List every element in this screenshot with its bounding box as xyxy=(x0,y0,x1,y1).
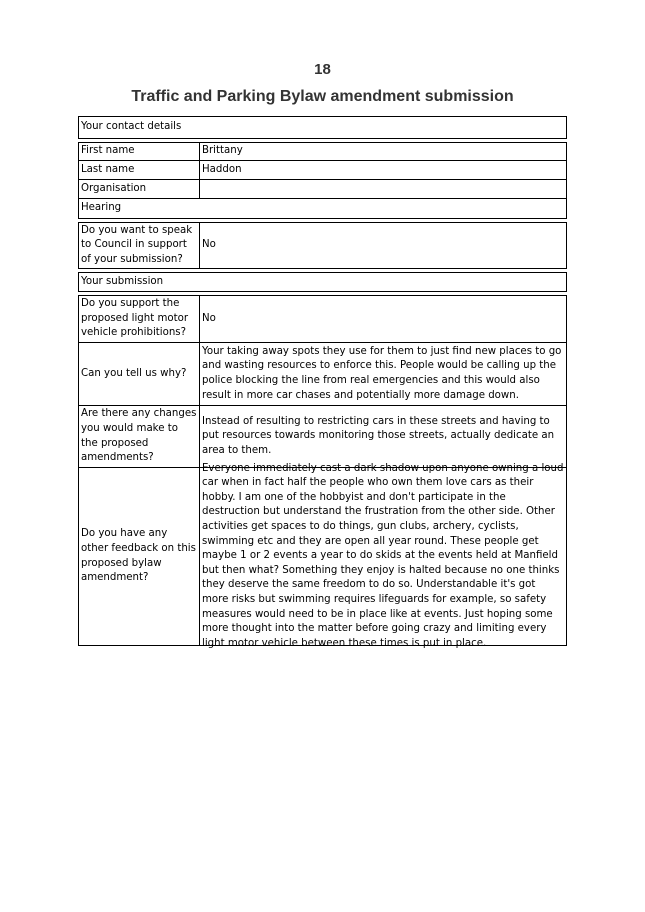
last-name-label: Last name xyxy=(79,161,200,179)
organisation-value xyxy=(200,180,566,198)
section-label-submission: Your submission xyxy=(81,276,164,288)
speak-row xyxy=(78,222,567,269)
changes-value: Instead of resulting to restricting cars in these streets and having to put resources towards monitoring those streets, actually dedicate an area to them. xyxy=(202,415,555,456)
why-label: Can you tell us why? xyxy=(79,343,200,405)
section-header-contact xyxy=(78,116,567,139)
support-label: Do you support the proposed light motor vehicle prohibitions? xyxy=(79,296,200,342)
first-name-label: First name xyxy=(79,143,200,160)
submission-form xyxy=(78,116,567,649)
why-value: Your taking away spots they use for them to just find new places to go and wasting resources to enforce this. People would be calling up the police blocking the line from real emergencies and this would also result in more car chases and potentially more damage down. xyxy=(202,345,562,401)
speak-value: No xyxy=(202,239,216,251)
last-name-row xyxy=(78,161,567,180)
why-row xyxy=(78,343,567,406)
section-label-contact: Your contact details xyxy=(81,121,182,133)
speak-label: Do you want to speak to Council in support of your submission? xyxy=(79,223,200,268)
last-name-value: Haddon xyxy=(202,163,242,175)
section-header-hearing xyxy=(78,199,567,219)
section-label-hearing: Hearing xyxy=(81,202,122,214)
changes-label: Are there any changes you would make to the proposed amendments? xyxy=(79,406,200,467)
feedback-value: Everyone immediately cast a dark shadow upon anyone owning a loud car when in fact half the people who own them love cars as their hobby. I am one of the hobbyist and don't participate in the destruction but understand the frustration from the other side. Other activities get spaces to do things, gun clubs, archery, cyclists, swimming etc and they are open all year round. These people get maybe 1 or 2 events a year to do skids at the events held at Manfield but then what? Something they enjoy is halted because no one thinks they deserve the same freedom to do so. Understandable it's got more risks but swimming requires lifeguards for example, so safety measures would need to be in place like at events. Just hoping some more thought into the matter before going crazy and limiting every light motor vehicle between these times is put in place. xyxy=(202,462,564,649)
page-title: Traffic and Parking Bylaw amendment submission xyxy=(131,88,514,105)
section-header-submission xyxy=(78,272,567,292)
feedback-label: Do you have any other feedback on this proposed bylaw amendment? xyxy=(79,468,200,645)
organisation-row xyxy=(78,180,567,199)
support-value: No xyxy=(202,312,216,324)
changes-row xyxy=(78,406,567,468)
first-name-value: Brittany xyxy=(202,145,243,157)
page-number: 18 xyxy=(314,61,331,78)
feedback-row xyxy=(78,462,567,649)
first-name-row xyxy=(78,142,567,161)
support-row xyxy=(78,295,567,343)
organisation-label: Organisation xyxy=(79,180,200,198)
